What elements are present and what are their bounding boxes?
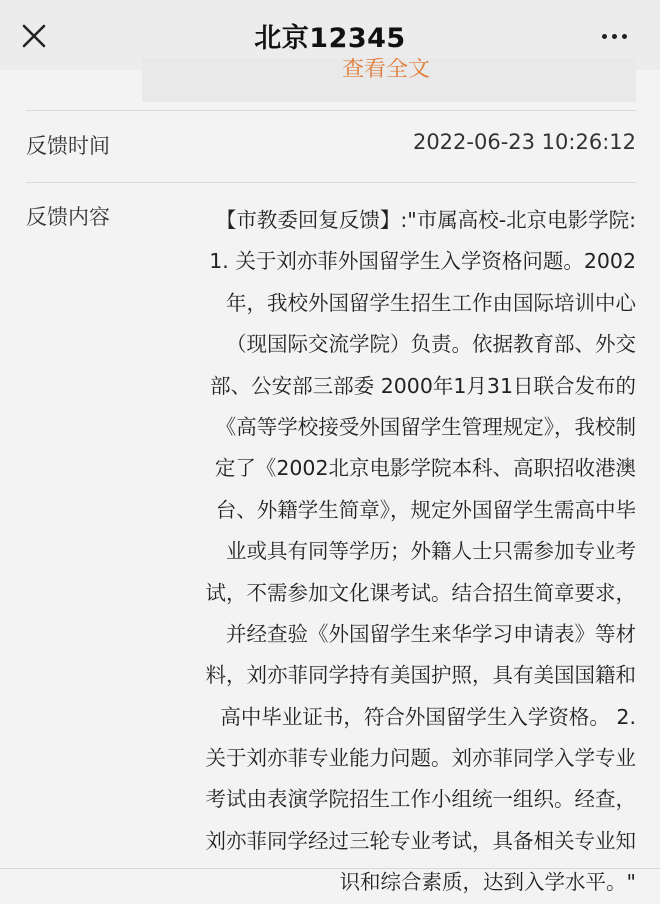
page-title: 北京12345 — [254, 23, 406, 54]
content-line: （现国际交流学院）负责。依据教育部、外交 — [226, 332, 636, 357]
content-line: 1. 关于刘亦菲外国留学生入学资格问题。2002 — [209, 249, 636, 274]
content-line: 业或具有同等学历；外籍人士只需参加专业考 — [226, 539, 636, 564]
content-line: 【市教委回复反馈】:"市属高校-北京电影学院: — [215, 208, 636, 232]
content-line: 试，不需参加文化课考试。结合招生简章要求， — [205, 580, 636, 605]
content-line: 年，我校外国留学生招生工作由国际培训中心 — [226, 290, 636, 315]
content-line: 考试由表演学院招生工作小组统一组织。经查， — [205, 787, 636, 812]
content-line: 关于刘亦菲专业能力问题。刘亦菲同学入学专业 — [205, 746, 636, 771]
divider — [0, 868, 660, 869]
feedback-content-label: 反馈内容 — [26, 205, 110, 229]
content-line: 《高等学校接受外国留学生管理规定》，我校制 — [215, 414, 636, 439]
view-full-text-link[interactable]: 查看全文 — [342, 58, 431, 82]
content-line: 刘亦菲同学经过三轮专业考试，具备相关专业知 — [205, 828, 636, 853]
feedback-time-label: 反馈时间 — [26, 134, 110, 158]
more-button[interactable] — [592, 18, 636, 54]
content-line: 高中毕业证书，符合外国留学生入学资格。 2. — [220, 704, 636, 729]
more-icon — [602, 34, 607, 39]
more-icon — [612, 34, 617, 39]
content-line: 并经查验《外国留学生来华学习申请表》等材 — [226, 621, 636, 646]
feedback-content-text — [152, 200, 636, 904]
divider — [26, 182, 636, 183]
content-line: 部、公安部三部委 2000年1月31日联合发布的 — [210, 373, 636, 398]
view-full-text-box[interactable] — [142, 58, 636, 102]
content-line: 料，刘亦菲同学持有美国护照，具有美国国籍和 — [205, 663, 636, 688]
content-line: 台、外籍学生简章》，规定外国留学生需高中毕 — [215, 497, 636, 522]
more-icon — [622, 34, 627, 39]
feedback-time-value: 2022-06-23 10:26:12 — [412, 130, 636, 154]
divider — [26, 110, 636, 111]
content-line: 识和综合素质，达到入学水平。" — [339, 870, 636, 895]
content-line: 定了《2002北京电影学院本科、高职招收港澳 — [214, 456, 636, 481]
